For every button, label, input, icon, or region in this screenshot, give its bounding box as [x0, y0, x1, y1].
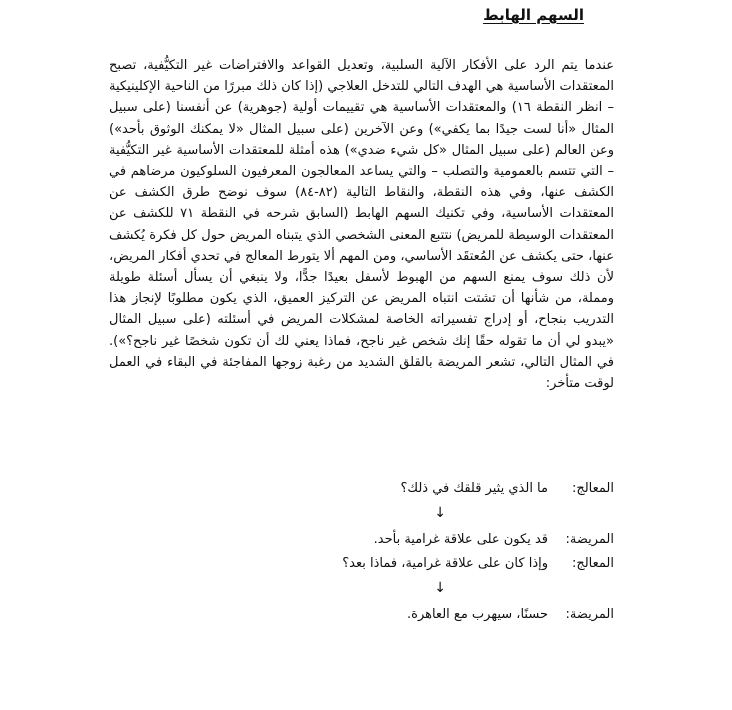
- therapist-question: ما الذي يثير قلقك في ذلك؟: [400, 481, 548, 496]
- patient-answer: حسنًا، سيهرب مع العاهرة.: [407, 607, 548, 622]
- body-paragraph: عندما يتم الرد على الأفكار الآلية السلبية، وتعديل القواعد والافتراضات غير التكيُّفية، تصبح المعتقدات الأساسية هي الهدف التالي للتدخل العلاجي (إذا كان ذلك مبررًا من الناحية الإكلينيكية – انظر النقطة ١٦) والمعتقدات الأساسية هي تقييمات أولية (جوهرية) عن أنفسنا (على سبيل المثال «أنا لست جيدًا بما يكفي») وعن الآخرين (على سبيل المثال «لا يمكنك الوثوق بأحد») وعن العالم (على سبيل المثال «كل شيء ضدي») هذه أمثلة للمعتقدات الأساسية غير التكيُّفية – التي تتسم بالعمومية والتصلب – والتي يساعد المعالجون المعرفيون السلوكيون مرضاهم في الكشف عنها، وفي هذه النقطة، والنقاط التالية (٨٢-٨٤) سوف نوضح طرق الكشف عن المعتقدات الأساسية، وفي تكنيك السهم الهابط (السابق شرحه في النقطة ٧١ للكشف عن المعتقدات الوسيطة للمريض) نتتبع المعنى الشخصي الذي يتبناه المريض حول كل فكرة يُكشف عنها، حتى يكشف عن المُعتقَد الأساسي، ومن المهم ألا يتورط المعالج في تحدي أفكار المريض، لأن ذلك سوف يمنع السهم من الهبوط لأسفل بعيدًا جدًّا، ولا ينبغي أن يسأل أسئلة طويلة ومملة، من شأنها أن تشتت انتباه المريض عن التركيز العميق، الذي يكون مطلوبًا لإنجاز هذا التدريب بنجاح، أو إدراج تفسيراته الخاصة لمشكلات المريض في أسئلته (على سبيل المثال «يبدو لي أن ما تقوله حقًا إنك شخص غير ناجح، فماذا يعني لك أن تكون شخصًا غير ناجح؟»). في المثال التالي، تشعر المريضة بالقلق الشديد من رغبة زوجها المفاجئة في البقاء في العمل لوقت متأخر:: [109, 58, 615, 392]
- speaker-patient: المريضة:: [565, 607, 614, 622]
- speaker-therapist: المعالج:: [571, 556, 614, 571]
- dialogue-line-1: [109, 478, 614, 499]
- dialogue-line-2: [109, 529, 614, 550]
- dialogue-line-3: [109, 553, 614, 574]
- dialogue-line-4: [109, 604, 614, 625]
- down-arrow-icon: ↓: [434, 505, 446, 521]
- therapist-question: وإذا كان على علاقة غرامية، فماذا بعد؟: [342, 556, 548, 571]
- speaker-patient: المريضة:: [565, 532, 614, 547]
- speaker-therapist: المعالج:: [571, 481, 614, 496]
- down-arrow-icon: ↓: [434, 580, 446, 596]
- patient-answer: قد يكون على علاقة غرامية بأحد.: [373, 532, 548, 547]
- section-heading: السهم الهابط: [483, 6, 584, 24]
